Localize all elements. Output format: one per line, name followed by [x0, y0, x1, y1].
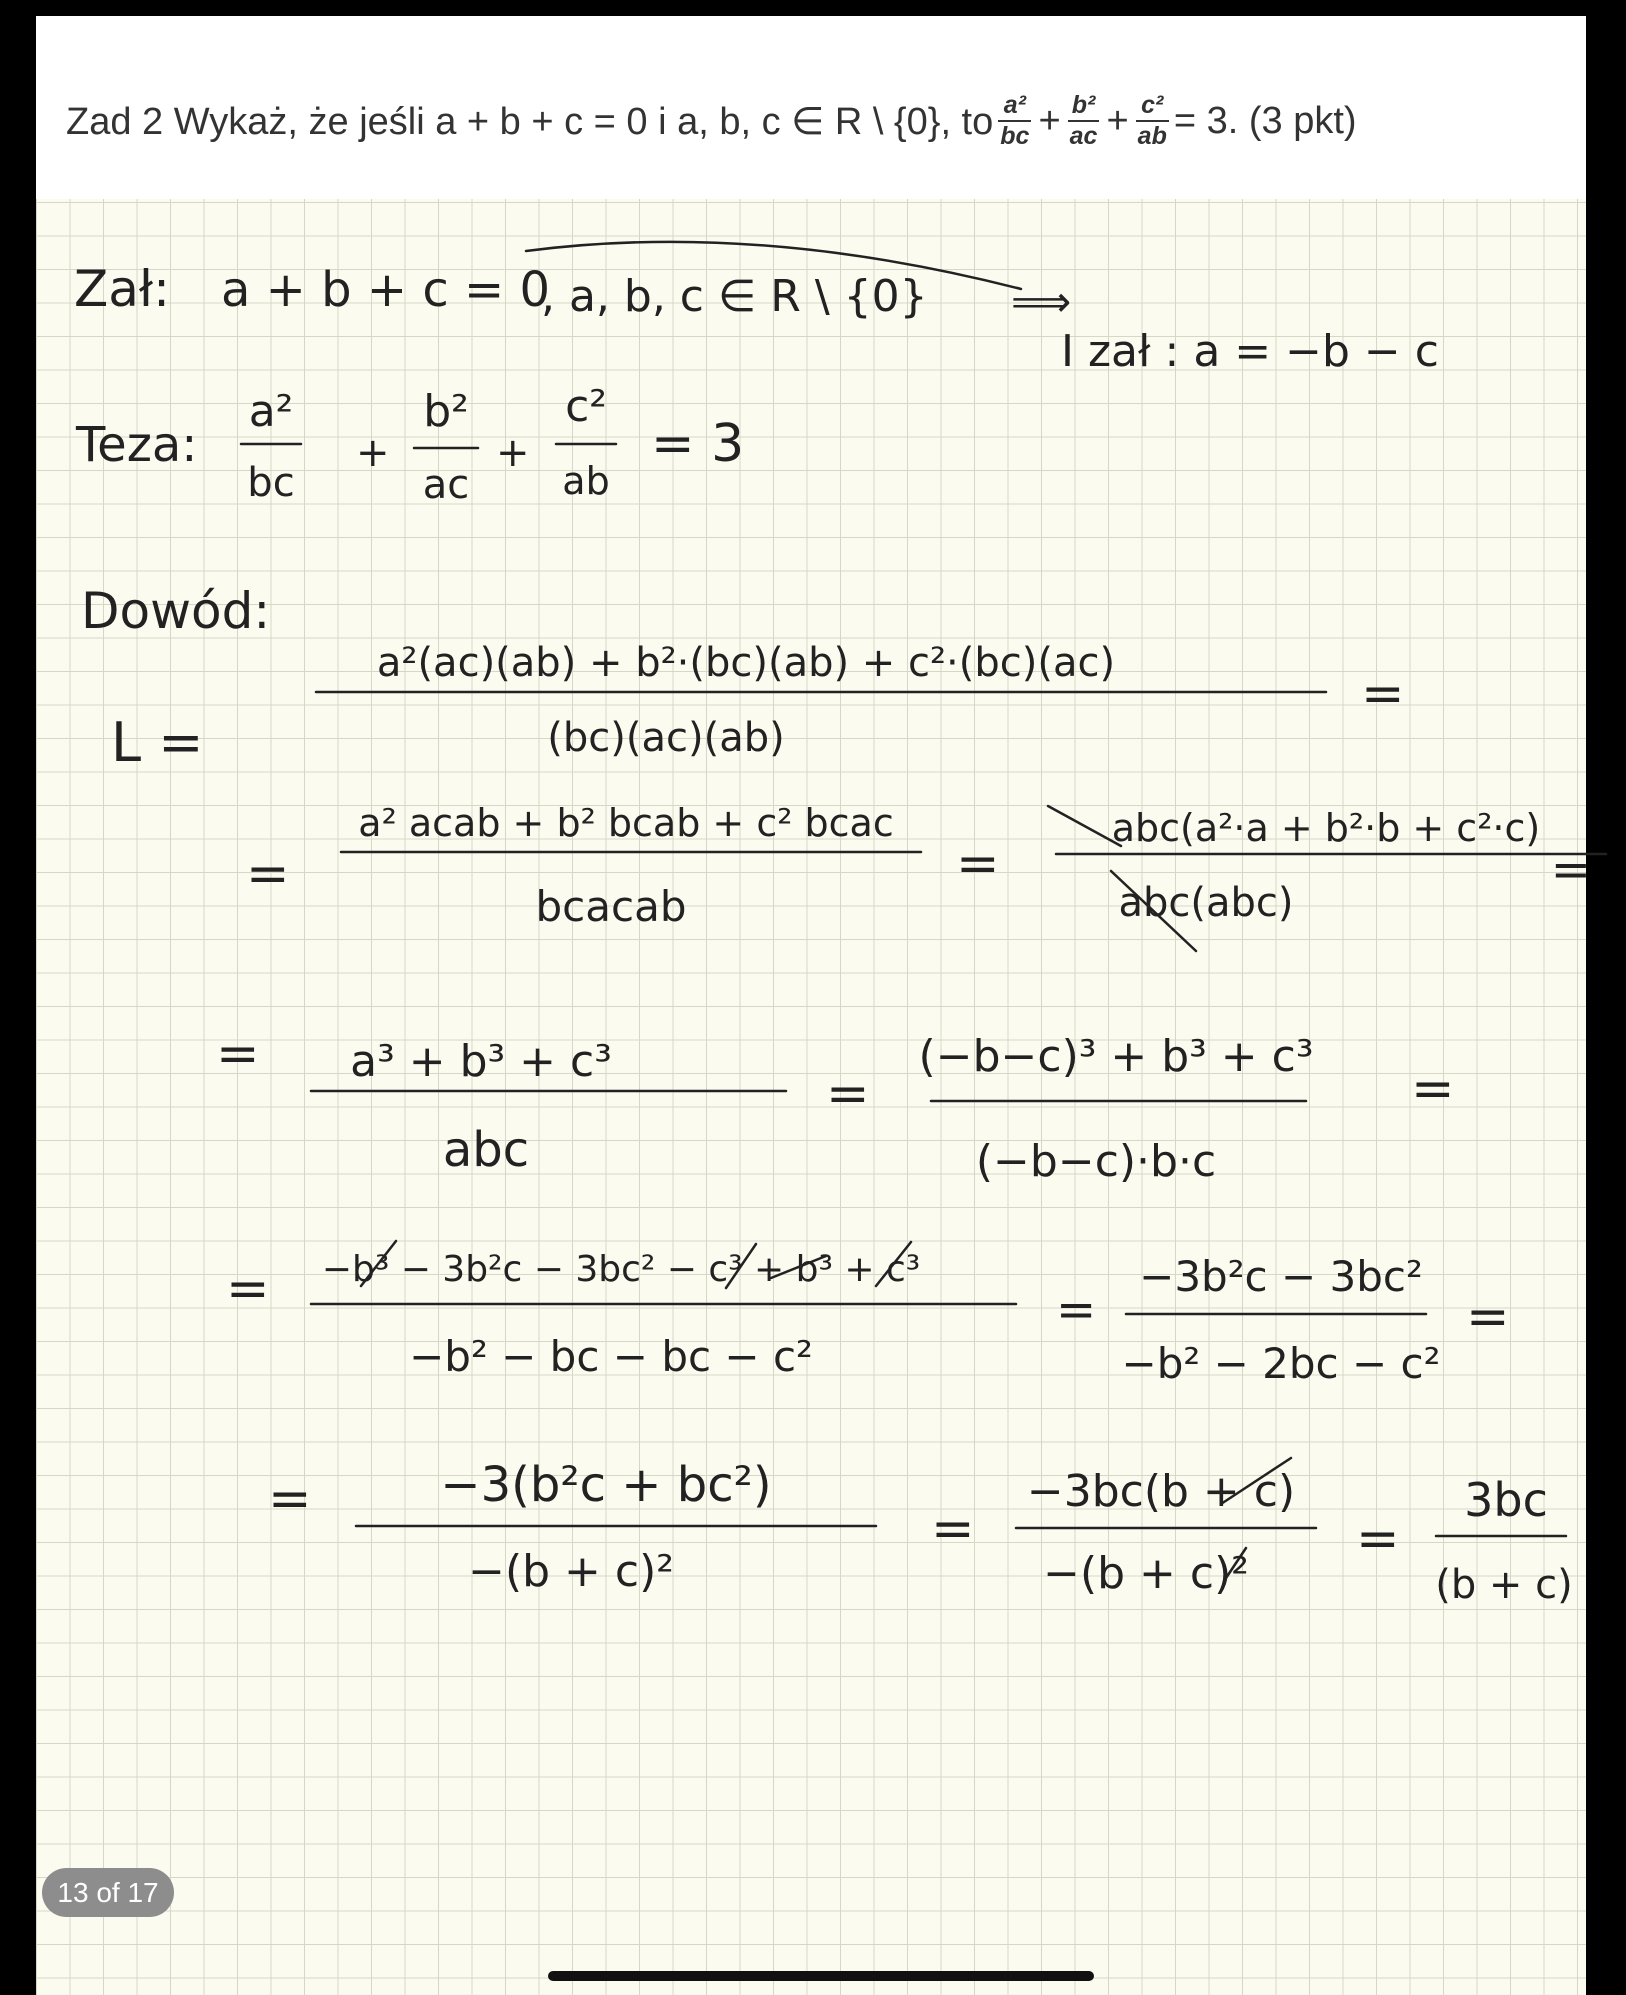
equals-sign: =	[268, 1469, 312, 1529]
svg-text:a² acab + b² bcab + c² bcac: a² acab + b² bcab + c² bcac	[358, 801, 894, 845]
equals-sign: =	[216, 1024, 260, 1084]
svg-text:bcacab: bcacab	[535, 882, 687, 931]
svg-text:abc(abc): abc(abc)	[1118, 880, 1294, 926]
implication-arrow: ⟹	[1011, 277, 1072, 326]
svg-text:−3(b²c + bc²): −3(b²c + bc²)	[440, 1457, 772, 1513]
svg-text:a³ + b³ + c³: a³ + b³ + c³	[350, 1036, 612, 1087]
proof-step-5	[919, 1031, 1314, 1187]
svg-text:(b + c): (b + c)	[1435, 1562, 1573, 1608]
problem-prefix: Zad 2 Wykaż, że jeśli a + b + c = 0 i a, b, c ∈ R \ {0}, to	[66, 100, 994, 143]
thesis-rhs: = 3	[651, 414, 745, 474]
proof-step-10	[1435, 1473, 1573, 1608]
svg-text:−b³ − 3b²c − 3bc² − c³ + b³ +: −b³ − 3b²c − 3bc² − c³ + b³ + c³	[321, 1249, 921, 1290]
svg-text:−(b + c)²: −(b + c)²	[468, 1546, 674, 1597]
equals-sign: =	[1466, 1287, 1510, 1347]
proof-step-7	[1122, 1252, 1441, 1388]
assumption-note: I zał : a = −b − c	[1061, 326, 1439, 377]
home-indicator-bar[interactable]	[548, 1971, 1094, 1981]
svg-text:b²: b²	[423, 386, 469, 437]
equals-sign: =	[1356, 1509, 1400, 1569]
assumption-expression: a + b + c = 0	[221, 262, 551, 318]
svg-text:(bc)(ac)(ab): (bc)(ac)(ab)	[547, 715, 785, 761]
thesis-fraction-3	[556, 381, 616, 503]
problem-fraction-a2-bc: $\frac{\text{a²}}{bc}$	[1000, 91, 1030, 150]
equals-sign: =	[246, 844, 290, 904]
proof-step-2	[341, 801, 921, 931]
thesis-label: Teza:	[76, 417, 198, 473]
equals-sign: =	[826, 1064, 870, 1124]
svg-text:−3bc(b + c): −3bc(b + c)	[1026, 1466, 1296, 1517]
cross-out-mark	[1048, 806, 1121, 846]
svg-text:ac: ac	[422, 462, 470, 508]
svg-text:−b² − bc − bc − c²: −b² − bc − bc − c²	[409, 1332, 813, 1381]
assumption-label: Zał:	[74, 260, 170, 318]
thesis-fraction-1	[241, 386, 301, 506]
svg-text:−3b²c − 3bc²: −3b²c − 3bc²	[1139, 1252, 1423, 1301]
plus-sign: +	[356, 430, 390, 476]
handwritten-solution	[36, 16, 1591, 1995]
svg-text:ab: ab	[562, 459, 610, 503]
svg-text:a²(ac)(ab) + b²·(bc)(ab) + c²·: a²(ac)(ab) + b²·(bc)(ab) + c²·(bc)(ac)	[376, 640, 1116, 686]
proof-step-8	[356, 1457, 876, 1597]
equals-sign: =	[1361, 664, 1405, 724]
problem-fraction-b2-ac: $\frac{\text{b²}}{ac}$	[1069, 91, 1098, 150]
svg-text:−b² − 2bc − c²: −b² − 2bc − c²	[1121, 1339, 1441, 1388]
proof-step-6	[311, 1241, 1016, 1381]
proof-step-3	[1048, 806, 1606, 951]
proof-step-1	[316, 640, 1326, 761]
problem-fraction-c2-ab: $\frac{\text{c²}}{ab}$	[1137, 91, 1167, 150]
svg-text:abc: abc	[442, 1122, 530, 1178]
svg-text:3bc: 3bc	[1464, 1473, 1548, 1527]
svg-text:(−b−c)·b·c: (−b−c)·b·c	[975, 1136, 1217, 1187]
svg-text:abc(a²·a + b²·b + c²·c): abc(a²·a + b²·b + c²·c)	[1111, 806, 1541, 850]
lhs-label: L =	[111, 711, 204, 774]
equals-sign: =	[1550, 842, 1591, 898]
plus-sign: +	[496, 430, 530, 476]
svg-text:bc: bc	[247, 460, 295, 506]
page-counter-badge: 13 of 17	[42, 1868, 174, 1917]
equals-sign: =	[956, 834, 1000, 894]
svg-text:a²: a²	[248, 386, 294, 437]
plus-sign: +	[1106, 99, 1129, 142]
svg-text:c²: c²	[565, 381, 607, 432]
problem-suffix: = 3. (3 pkt)	[1173, 99, 1357, 142]
equals-sign: =	[1056, 1282, 1097, 1338]
svg-text:(−b−c)³ + b³ + c³: (−b−c)³ + b³ + c³	[918, 1031, 1314, 1082]
assumption-set: , a, b, c ∈ R \ {0}	[541, 271, 928, 322]
equals-sign: =	[1411, 1059, 1455, 1119]
equals-sign: =	[226, 1259, 270, 1319]
proof-label: Dowód:	[81, 582, 271, 640]
equals-sign: =	[931, 1499, 975, 1559]
proof-step-4	[311, 1036, 786, 1178]
worksheet-page	[36, 16, 1591, 1995]
svg-text:−(b + c)²: −(b + c)²	[1043, 1548, 1249, 1599]
thesis-fraction-2	[414, 386, 478, 508]
proof-step-9	[1016, 1458, 1316, 1599]
plus-sign: +	[1038, 99, 1061, 142]
